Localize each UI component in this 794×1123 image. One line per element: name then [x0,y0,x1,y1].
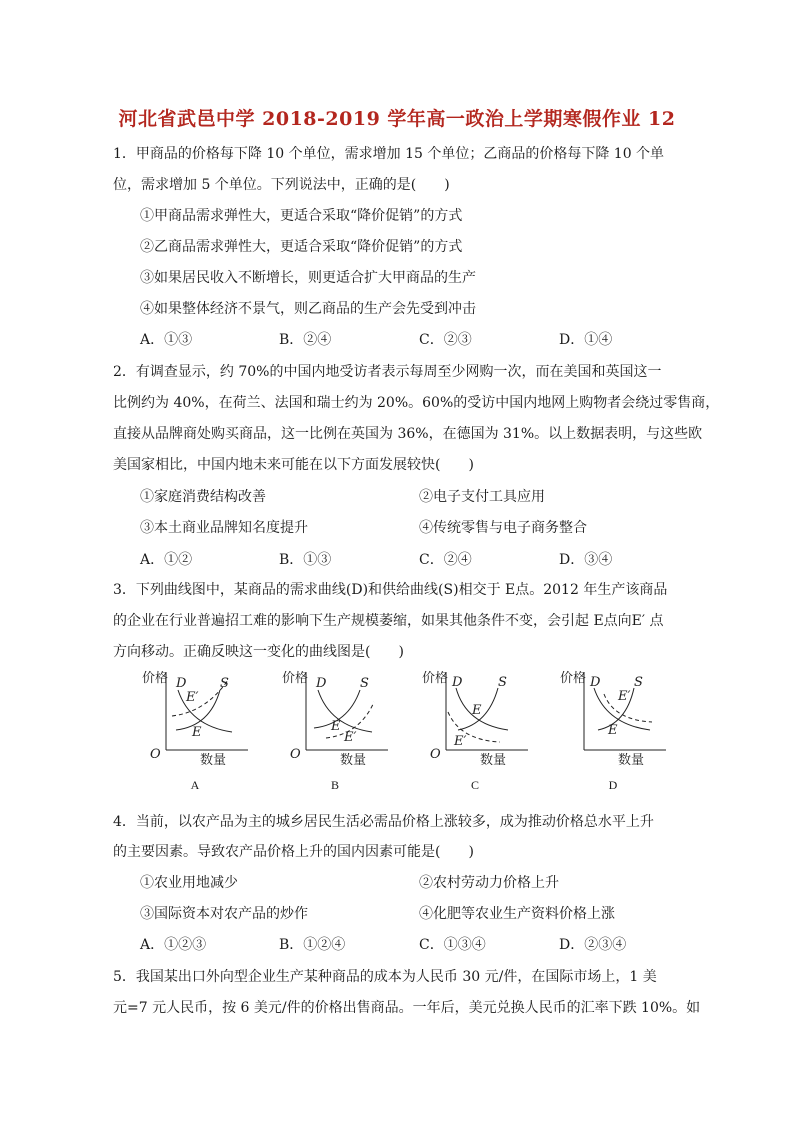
diagram-c-caption: C [470,778,479,792]
shifted-equilibrium-label: E′ [186,690,199,705]
q2-stem-line1: 2．有调查显示，约 70%的中国内地受访者表示每周至少网购一次，而在美国和英国这一 [113,364,662,380]
q4-statement-1: ①农业用地减少 [140,875,238,891]
q4-statement-2: ②农村劳动力价格上升 [419,875,559,891]
q5-stem-line1: 5．我国某出口外向型企业生产某种商品的成本为人民币 30 元/件，在国际市场上，1 美 [113,969,657,985]
q4-option-b: B．①②④ [279,937,346,953]
q2-stem-line3: 直接从品牌商处购买商品，这一比例在英国为 36%，在德国为 31%。以上数据表明，与这些欧 [113,426,703,442]
q2-statement-1: ①家庭消费结构改善 [140,489,266,505]
x-axis-label: 数量 [480,753,507,768]
origin-label: O [430,747,441,762]
q3-stem-line3: 方向移动。正确反映这一变化的曲线图是( ) [113,644,404,660]
diagram-c-svg [420,668,540,768]
y-axis-label: 价格 [142,671,169,686]
q4-option-c: C．①③④ [419,937,486,953]
origin-label: O [150,747,161,762]
equilibrium-label: E [331,719,341,734]
q4-option-a: A．①②③ [140,937,207,953]
q2-statement-4: ④传统零售与电子商务整合 [419,520,587,536]
shifted-equilibrium-label: E′ [344,730,357,745]
shifted-equilibrium-label: E′ [454,734,467,749]
y-axis-label: 价格 [560,671,587,686]
origin-label: O [290,747,301,762]
q1-statement-1: ①甲商品需求弹性大，更适合采取“降价促销”的方式 [140,208,463,224]
q1-statement-2: ②乙商品需求弹性大，更适合采取“降价促销”的方式 [140,239,463,255]
q1-statement-4: ④如果整体经济不景气，则乙商品的生产会先受到冲击 [140,301,476,317]
demand-label: D [590,675,601,690]
q1-option-b: B．②④ [279,332,332,348]
q4-statement-3: ③国际资本对农产品的炒作 [140,906,308,922]
x-axis-label: 数量 [618,753,645,768]
supply-demand-diagram-d [558,668,678,792]
supply-demand-diagram-a [140,668,260,792]
q1-statement-3: ③如果居民收入不断增长，则更适合扩大甲商品的生产 [140,270,476,286]
q4-stem-line2: 的主要因素。导致农产品价格上升的国内因素可能是( ) [113,844,474,860]
x-axis-label: 数量 [340,753,367,768]
q1-option-d: D．①④ [559,332,613,348]
q1-option-a: A．①③ [140,332,193,348]
q2-option-d: D．③④ [559,552,613,568]
y-axis-label: 价格 [282,671,309,686]
equilibrium-label: E [192,725,202,740]
q2-option-b: B．①③ [279,552,332,568]
supply-label: S [634,675,643,690]
demand-label: D [316,676,327,691]
demand-curve [456,688,508,730]
q2-option-a: A．①② [140,552,193,568]
shifted-equilibrium-label: E′ [618,689,631,704]
diagram-a-svg [140,668,260,768]
demand-label: D [176,676,187,691]
diagram-d-caption: D [608,778,618,792]
q1-option-c: C．②③ [419,332,472,348]
q2-option-c: C．②④ [419,552,472,568]
equilibrium-label: E [608,723,618,738]
q2-statement-2: ②电子支付工具应用 [419,489,545,505]
q1-stem-line1: 1．甲商品的价格每下降 10 个单位，需求增加 15 个单位；乙商品的价格每下降 10 个单 [113,146,665,162]
supply-label: S [498,675,507,690]
q4-statement-4: ④化肥等农业生产资料价格上涨 [419,906,615,922]
q3-stem-line1: 3．下列曲线图中，某商品的需求曲线(D)和供给曲线(S)相交于 E点。2012 年生产该商品 [113,582,668,598]
y-axis-label: 价格 [422,671,449,686]
q3-stem-line2: 的企业在行业普遍招工难的影响下生产规模萎缩，如果其他条件不变，会引起 E点向E′ 点 [113,613,664,629]
document-title: 河北省武邑中学 2018-2019 学年高一政治上学期寒假作业 12 [118,108,676,130]
q2-statement-3: ③本土商业品牌知名度提升 [140,520,308,536]
q2-stem-line2: 比例约为 40%，在荷兰、法国和瑞士约为 20%。60%的受访中国内地网上购物者会绕过零售商， [113,395,720,411]
supply-label: S [220,676,229,691]
diagram-b-svg [280,668,400,768]
supply-label: S [360,676,369,691]
q5-stem-line2: 元=7 元人民币，按 6 美元/件的价格出售商品。一年后，美元兑换人民币的汇率下跌 10%。如 [113,1000,701,1016]
q4-option-d: D．②③④ [559,937,627,953]
q4-stem-line1: 4．当前，以农产品为主的城乡居民生活必需品价格上涨较多，成为推动价格总水平上升 [113,814,654,830]
q1-stem-line2: 位，需求增加 5 个单位。下列说法中，正确的是( ) [113,177,450,193]
q2-stem-line4: 美国家相比，中国内地未来可能在以下方面发展较快( ) [113,457,474,473]
supply-demand-diagram-c [420,668,540,792]
diagram-d-svg [558,668,678,768]
supply-demand-diagram-b [280,668,400,792]
diagram-a-caption: A [190,778,200,792]
equilibrium-label: E [472,703,482,718]
diagram-b-caption: B [330,778,339,792]
x-axis-label: 数量 [200,753,227,768]
demand-label: D [452,675,463,690]
